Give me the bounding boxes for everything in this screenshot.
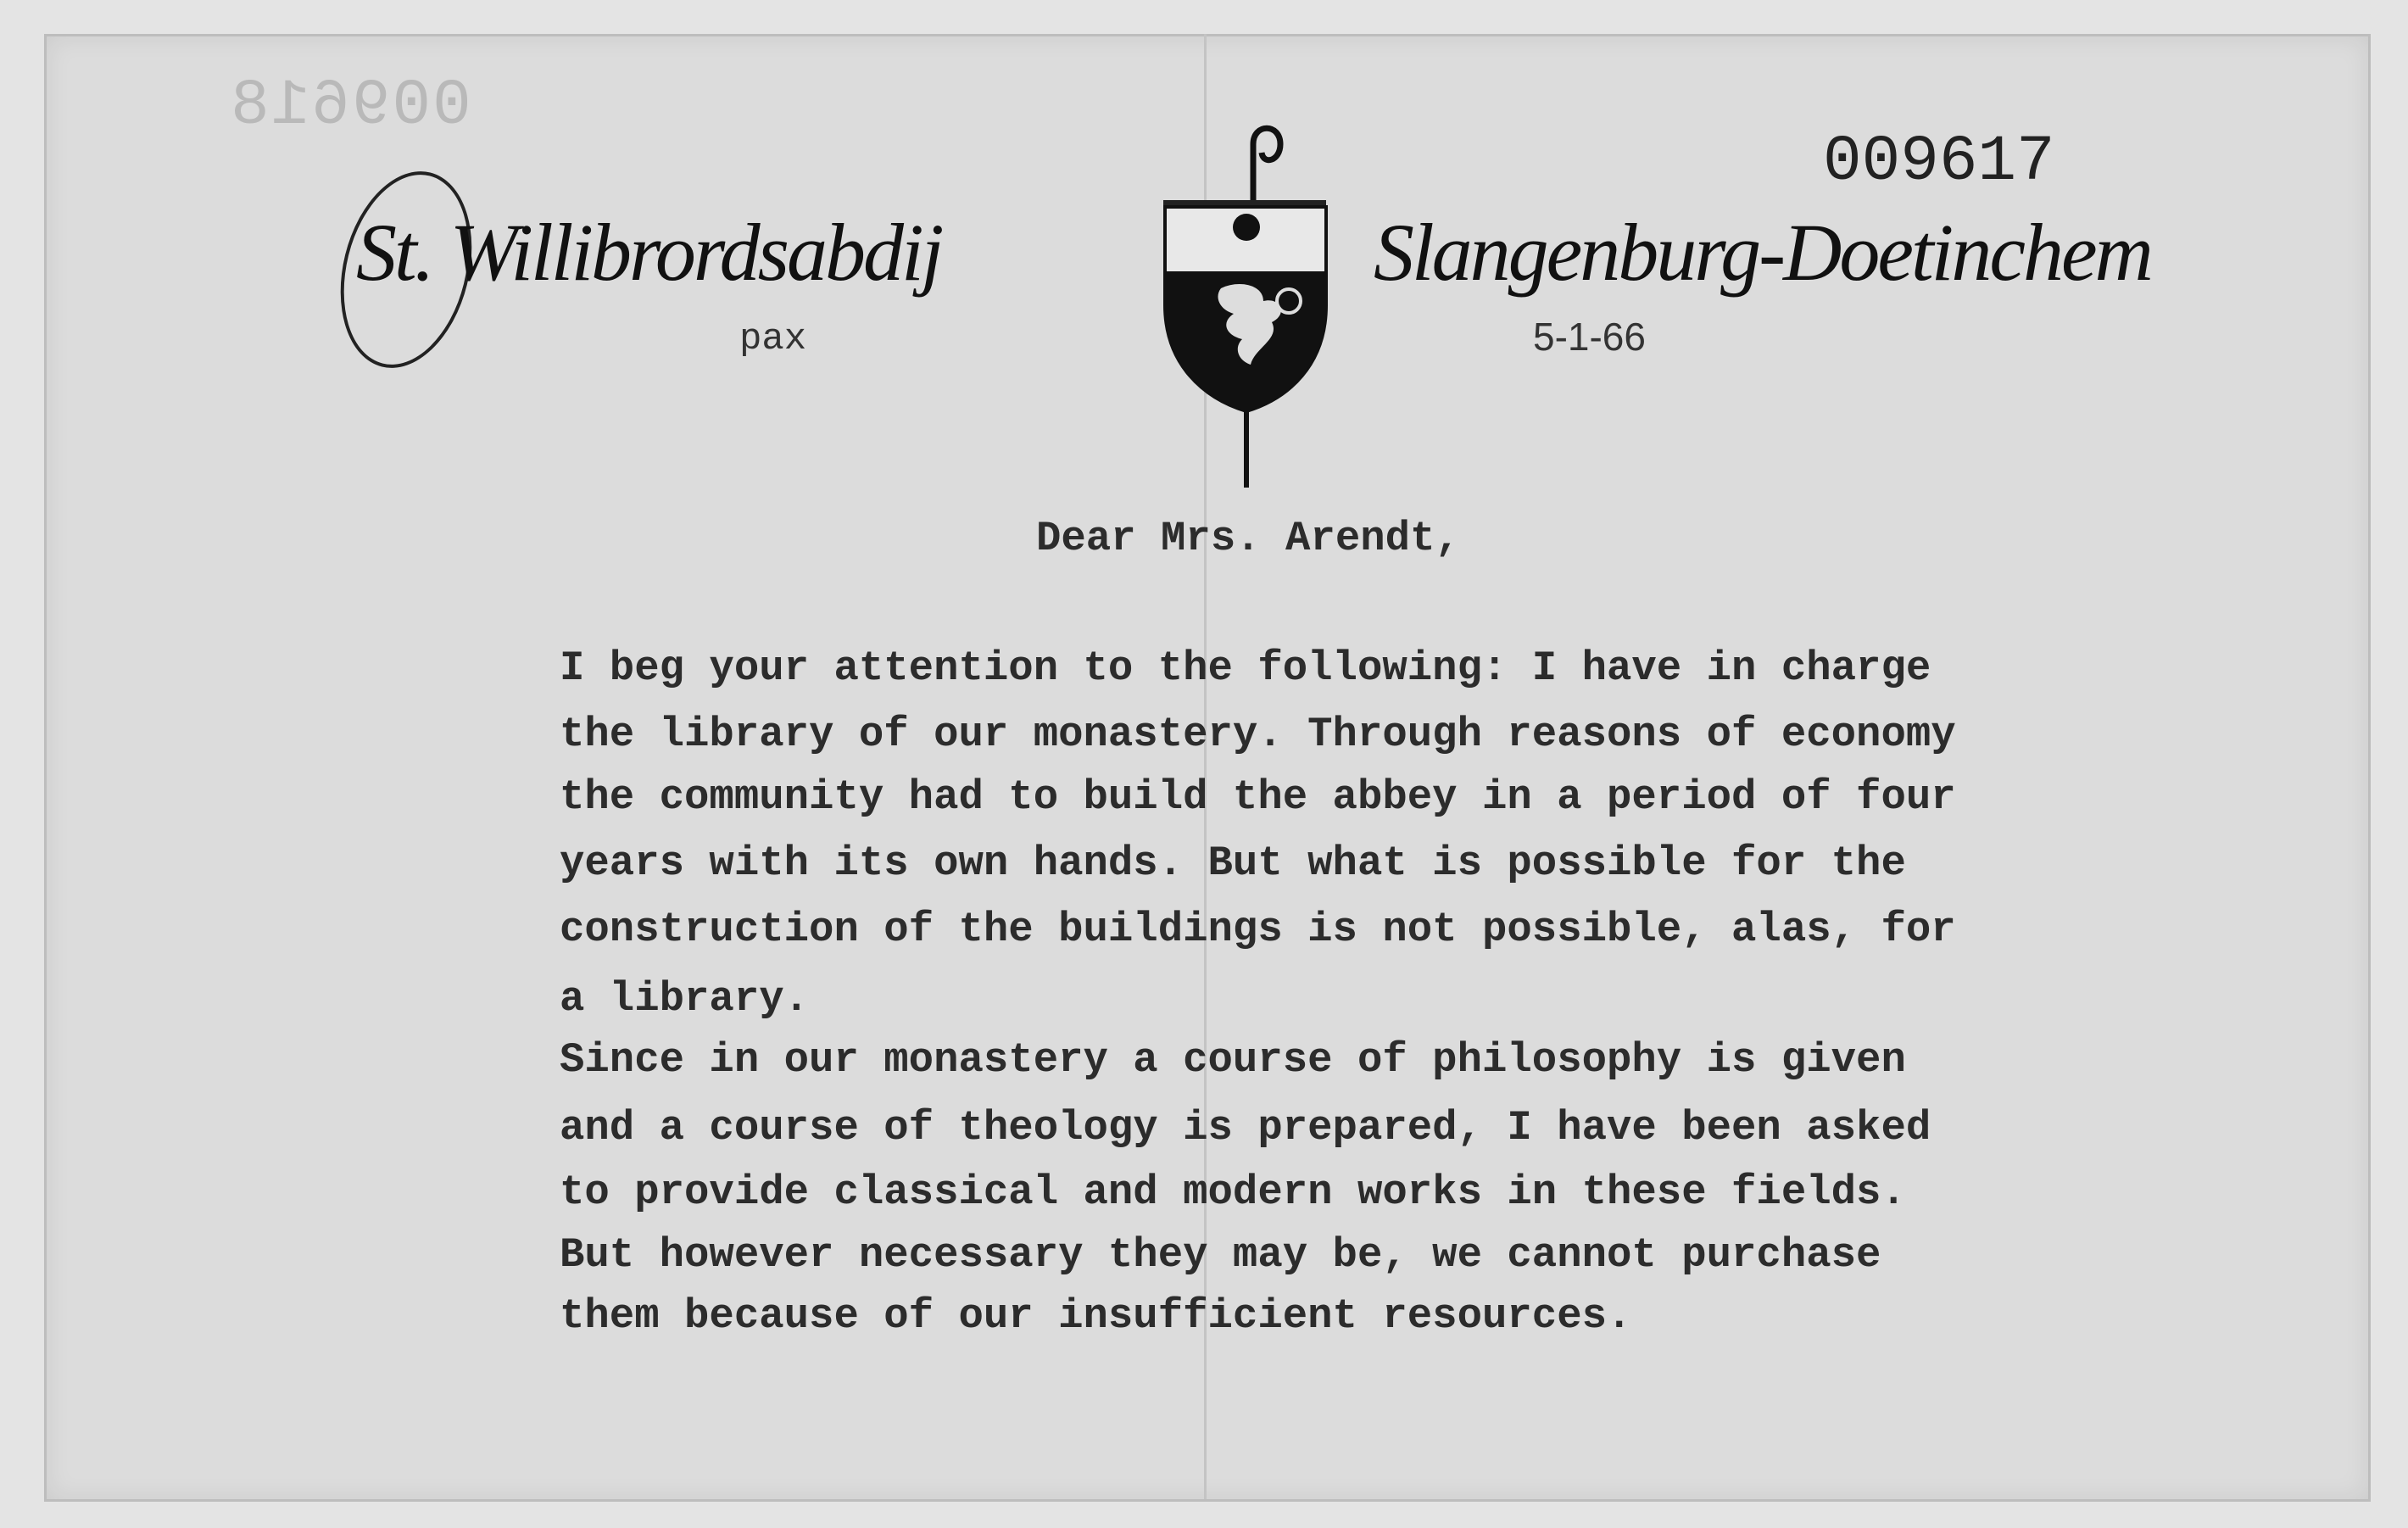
body-line: the community had to build the abbey in a period of four <box>560 773 1956 821</box>
greeting: Dear Mrs. Arendt, <box>1036 515 1460 562</box>
body-line: years with its own hands. But what is possible for the <box>560 839 1906 887</box>
letter-date: 5-1-66 <box>1533 315 1646 359</box>
body-line: them because of our insufficient resources. <box>560 1292 1632 1340</box>
body-line: Since in our monastery a course of philosophy is given <box>560 1036 1906 1084</box>
body-line: the library of our monastery. Through reasons of economy <box>560 711 1956 758</box>
letterhead-abbey-name: St. Willibrordsabdij <box>356 207 942 298</box>
body-line: a library. <box>560 975 810 1023</box>
document-number: 009617 <box>1823 125 2055 198</box>
body-line: to provide classical and modern works in these fields. <box>560 1168 1906 1216</box>
salutation-pax: pax <box>739 318 807 360</box>
bleed-through-number: 009618 <box>229 70 471 142</box>
body-line: and a course of theology is prepared, I have been asked <box>560 1104 1931 1152</box>
body-line: construction of the buildings is not possible, alas, for <box>560 906 1956 953</box>
body-line: I beg your attention to the following: I have in charge <box>560 644 1931 692</box>
letterhead-place-name: Slangenburg-Doetinchem <box>1374 207 2151 298</box>
abbey-crest-icon <box>1153 119 1340 492</box>
body-line: But however necessary they may be, we cannot purchase <box>560 1231 1881 1279</box>
